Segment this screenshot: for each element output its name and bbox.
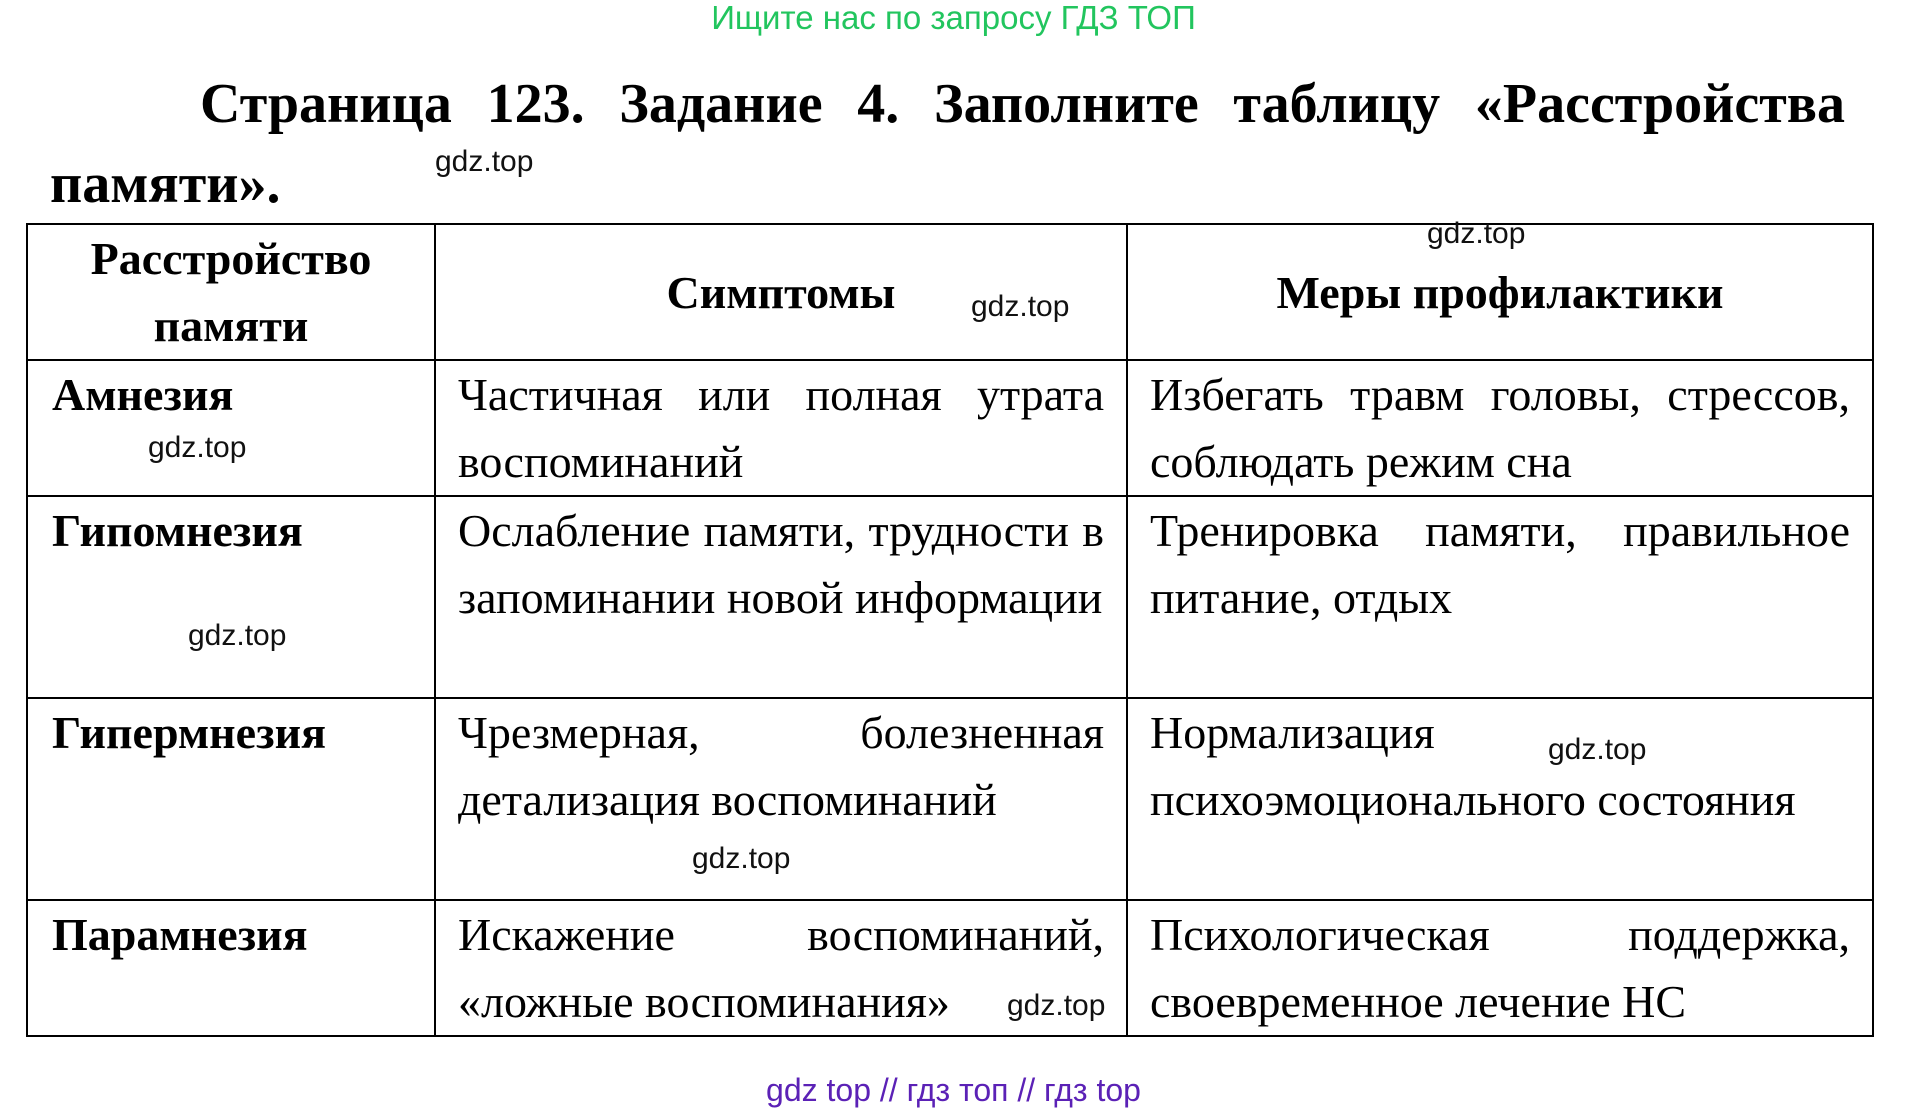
table-row	[27, 360, 1873, 496]
disorder-symptoms: Частичная или полная утрата воспоминаний	[435, 360, 1127, 496]
footer-links: gdz top // гдз топ // гдз top	[766, 1072, 1141, 1108]
page-title-line1: Страница 123. Задание 4. Заполните таблицу «Расстройства	[200, 73, 1845, 135]
disorder-symptoms: Ослабление памяти, трудности в запоминании новой информации	[435, 496, 1127, 698]
table-row	[27, 900, 1873, 1036]
watermark: gdz.top	[188, 619, 287, 652]
disorder-prevention: Нормализация психоэмоционального состояния	[1127, 698, 1873, 900]
disorder-name: Амнезия	[27, 360, 435, 496]
watermark: gdz.top	[971, 290, 1070, 323]
watermark: gdz.top	[1007, 989, 1106, 1022]
page-title	[50, 64, 1845, 224]
table-row	[27, 698, 1873, 900]
header-prevention: Меры профилактики	[1127, 224, 1873, 360]
watermark: gdz.top	[435, 145, 534, 178]
disorder-prevention: Избегать травм головы, стрессов, соблюдать режим сна	[1127, 360, 1873, 496]
disorder-name: Парамнезия	[27, 900, 435, 1036]
disorder-name: Гипермнезия	[27, 698, 435, 900]
watermark: gdz.top	[1548, 733, 1647, 766]
header-disorder: Расстройство памяти	[27, 224, 435, 360]
top-banner: Ищите нас по запросу ГДЗ ТОП	[711, 0, 1196, 36]
header-symptoms: Симптомы	[435, 224, 1127, 360]
watermark: gdz.top	[148, 431, 247, 464]
disorder-name: Гипомнезия	[27, 496, 435, 698]
disorder-symptoms: Чрезмерная, болезненная детализация воспоминаний	[435, 698, 1127, 900]
table-row	[27, 496, 1873, 698]
watermark: gdz.top	[1427, 217, 1526, 250]
disorder-prevention: Психологическая поддержка, своевременное лечение НС	[1127, 900, 1873, 1036]
disorder-symptoms: Искажение воспоминаний, «ложные воспоминания»	[435, 900, 1127, 1036]
table-header-row	[27, 224, 1873, 360]
page-title-line2: памяти».	[50, 153, 281, 215]
watermark: gdz.top	[692, 842, 791, 875]
disorder-prevention: Тренировка памяти, правильное питание, отдых	[1127, 496, 1873, 698]
memory-disorders-table	[26, 223, 1874, 1037]
